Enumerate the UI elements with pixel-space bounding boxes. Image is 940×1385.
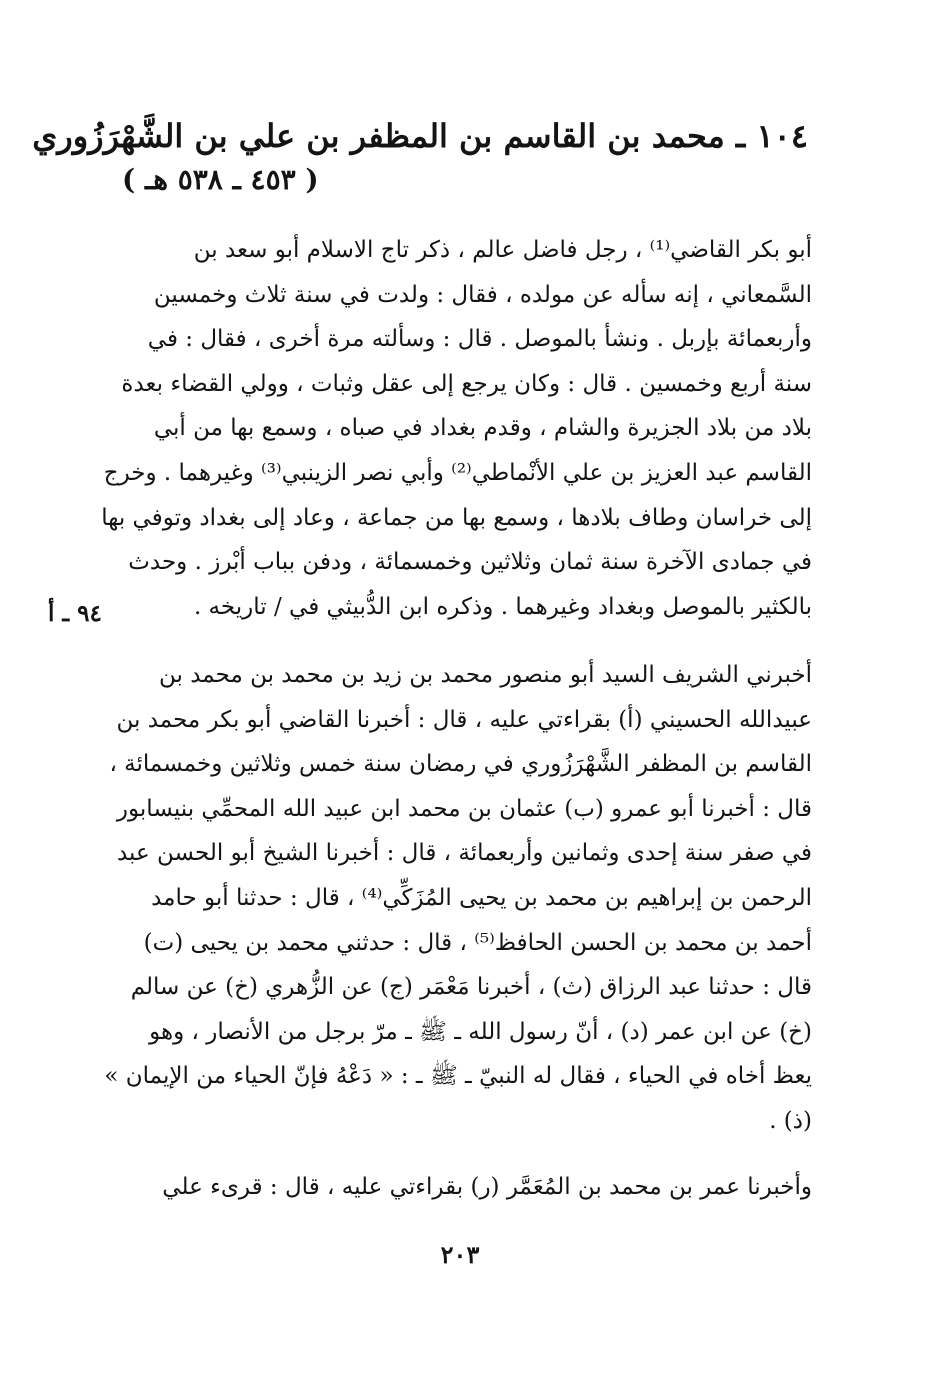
hadith-chain-paragraph <box>104 653 812 1144</box>
text-line: أحمد بن محمد بن الحسن الحافظ⁽⁵⁾ ، قال : حدثني محمد بن يحيى (ت) <box>143 929 812 956</box>
text-line: أخبرني الشريف السيد أبو منصور محمد بن زيد بن محمد بن محمد بن <box>159 662 812 688</box>
text-line: سنة أربع وخمسين . قال : وكان يرجع إلى عقل وثبات ، وولي القضاء بعدة <box>121 370 812 397</box>
folio-marker: ٩٤ ـ أ <box>48 600 102 627</box>
text-line: (خ) عن ابن عمر (د) ، أنّ رسول الله ـ ﷺ ـ مرّ برجل من الأنصار ، وهو <box>149 1018 812 1045</box>
biography-paragraph <box>101 228 812 629</box>
continuation-paragraph <box>132 1165 812 1210</box>
text-line: القاسم عبد العزيز بن علي الأنْماطي⁽²⁾ وأبي نصر الزينبي⁽³⁾ وغيرهما . وخرج <box>103 459 812 486</box>
page-number: ٢٠٣ <box>440 1240 480 1269</box>
text-line: (ذ) . <box>769 1107 812 1134</box>
entry-dates: ( ٤٥٣ ـ ٥٣٨ هـ ) <box>122 163 319 196</box>
text-line: إلى خراسان وطاف بلادها ، وسمع بها من جماعة ، وعاد إلى بغداد وتوفي بها <box>101 504 812 531</box>
text-line: في جمادى الآخرة سنة ثمان وثلاثين وخمسمائة ، ودفن بباب أبْرز . وحدث <box>128 549 812 576</box>
entry-heading <box>32 112 808 200</box>
text-line: أبو بكر القاضي⁽¹⁾ ، رجل فاضل عالم ، ذكر تاج الاسلام أبو سعد بن <box>193 237 812 263</box>
text-line: وأخبرنا عمر بن محمد بن المُعَمَّر (ر) بقراءتي عليه ، قال : قرىء علي <box>162 1174 812 1200</box>
text-line: الرحمن بن إبراهيم بن محمد بن يحيى المُزَكِّي⁽⁴⁾ ، قال : حدثنا أبو حامد <box>151 884 812 911</box>
text-line: بالكثير بالموصل وبغداد وغيرهما . وذكره ابن الدُّبيثي في / تاريخه . <box>193 593 812 620</box>
text-line: في صفر سنة إحدى وثمانين وأربعمائة ، قال : أخبرنا الشيخ أبو الحسن عبد <box>116 840 812 867</box>
text-line: القاسم بن المظفر الشَّهْرَزُوري في رمضان سنة خمس وثلاثين وخمسمائة ، <box>109 751 812 778</box>
text-line: قال : أخبرنا أبو عمرو (ب) عثمان بن محمد ابن عبيد الله المحمِّي بنيسابور <box>116 795 812 822</box>
text-line: السَّمعاني ، إنه سأله عن مولده ، فقال : ولدت في سنة ثلاث وخمسين <box>153 281 812 308</box>
text-line: يعظ أخاه في الحياء ، فقال له النبيّ ـ ﷺ ـ : « دَعْهُ فإنّ الحياء من الإيمان » <box>104 1063 812 1090</box>
text-line: عبيدالله الحسيني (أ) بقراءتي عليه ، قال : أخبرنا القاضي أبو بكر محمد بن <box>116 706 812 733</box>
text-line: بلاد من بلاد الجزيرة والشام ، وقدم بغداد في صباه ، وسمع بها من أبي <box>153 415 812 442</box>
text-line: وأربعمائة بإربل . ونشأ بالموصل . قال : وسألته مرة أخرى ، فقال : في <box>147 326 812 353</box>
text-line: قال : حدثنا عبد الرزاق (ث) ، أخبرنا مَعْمَر (ج) عن الزُّهري (خ) عن سالم <box>130 974 812 1001</box>
entry-title: ١٠٤ ـ محمد بن القاسم بن المظفر بن علي بن الشَّهْرَزُوري <box>32 117 808 155</box>
